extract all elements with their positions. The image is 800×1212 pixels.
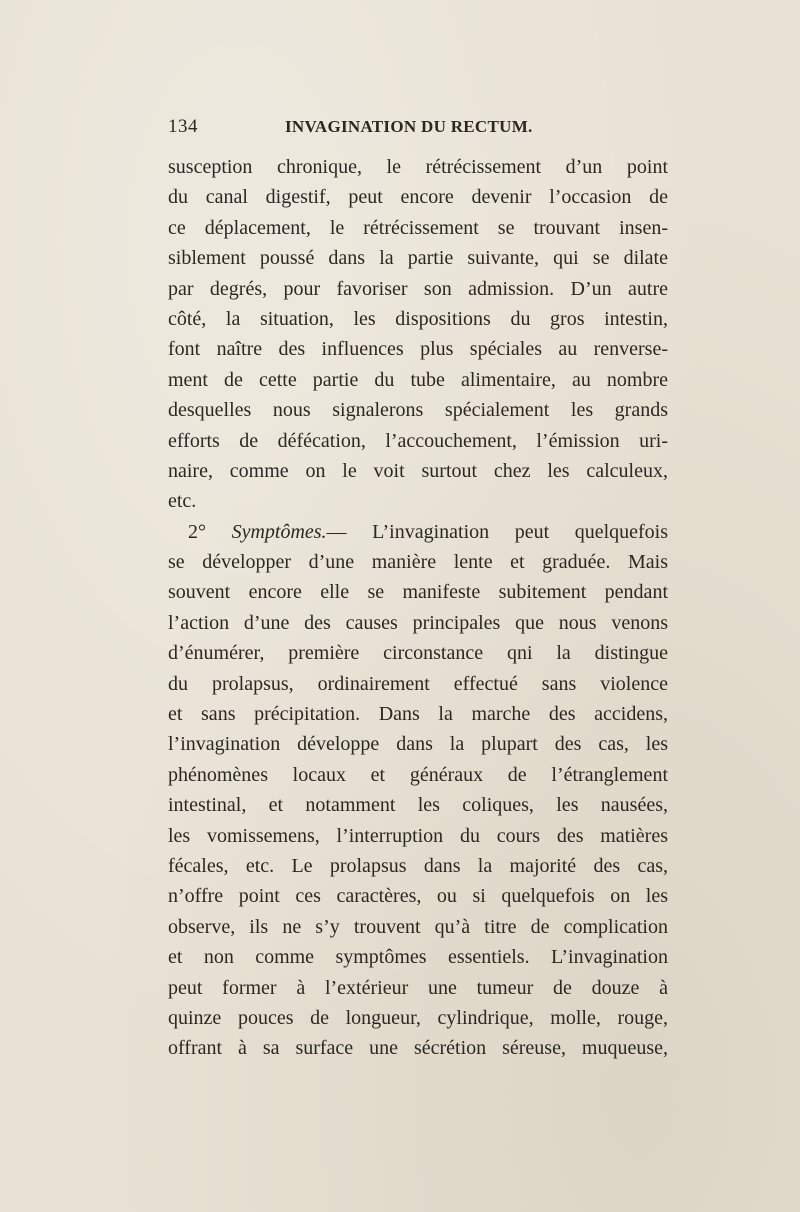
text-line: siblement poussé dans la partie suivante, qui se dilate <box>168 247 668 270</box>
text-line: ce déplacement, le rétrécissement se trouvant insen- <box>168 216 668 239</box>
text-line: côté, la situation, les dispositions du gros intestin, <box>168 307 668 330</box>
text-line: peut former à l’extérieur une tumeur de douze à <box>168 976 668 999</box>
text-line: naire, comme on le voit surtout chez les calculeux, <box>168 459 668 482</box>
text-line: font naître des influences plus spéciales au renverse- <box>168 338 668 361</box>
text-line: phénomènes locaux et généraux de l’étranglement <box>168 763 668 786</box>
text-line: et non comme symptômes essentiels. L’invagination <box>168 946 668 969</box>
section-title: Symptômes. <box>231 520 327 543</box>
text-line: n’offre point ces caractères, ou si quelquefois on les <box>168 885 668 908</box>
text-line: par degrés, pour favoriser son admission. D’un autre <box>168 277 668 300</box>
text-line: l’invagination développe dans la plupart des cas, les <box>168 733 668 756</box>
text-line: fécales, etc. Le prolapsus dans la majorité des cas, <box>168 854 668 877</box>
body-text <box>168 152 668 1064</box>
section-first-line-text: — L’invagination peut quelquefois <box>326 520 668 543</box>
running-head: INVAGINATION DU RECTUM. <box>285 117 533 136</box>
text-line: desquelles nous signalerons spécialement les grands <box>168 399 668 422</box>
text-line: se développer d’une manière lente et graduée. Mais <box>168 551 668 574</box>
text-line: quinze pouces de longueur, cylindrique, molle, rouge, <box>168 1006 668 1029</box>
section-heading-line <box>168 517 668 547</box>
text-line: du canal digestif, peut encore devenir l’occasion de <box>168 186 668 209</box>
text-line: d’énumérer, première circonstance qni la distingue <box>168 642 668 665</box>
text-line: observe, ils ne s’y trouvent qu’à titre de complication <box>168 915 668 938</box>
text-line: du prolapsus, ordinairement effectué sans violence <box>168 672 668 695</box>
text-line: les vomissemens, l’interruption du cours des matières <box>168 824 668 847</box>
text-line: et sans précipitation. Dans la marche des accidens, <box>168 703 668 726</box>
text-line: efforts de défécation, l’accouchement, l’émission uri- <box>168 429 668 452</box>
text-line: etc. <box>168 490 197 513</box>
text-line: souvent encore elle se manifeste subitement pendant <box>168 581 668 604</box>
text-line: ment de cette partie du tube alimentaire, au nombre <box>168 368 668 391</box>
text-line: intestinal, et notamment les coliques, les nausées, <box>168 794 668 817</box>
page-number: 134 <box>168 116 198 137</box>
text-line: offrant à sa surface une sécrétion séreuse, muqueuse, <box>168 1037 668 1060</box>
text-line: l’action d’une des causes principales que nous venons <box>168 611 668 634</box>
page-header <box>168 116 668 146</box>
text-line: susception chronique, le rétrécissement d’un point <box>168 156 668 178</box>
section-number: 2° <box>188 520 206 543</box>
